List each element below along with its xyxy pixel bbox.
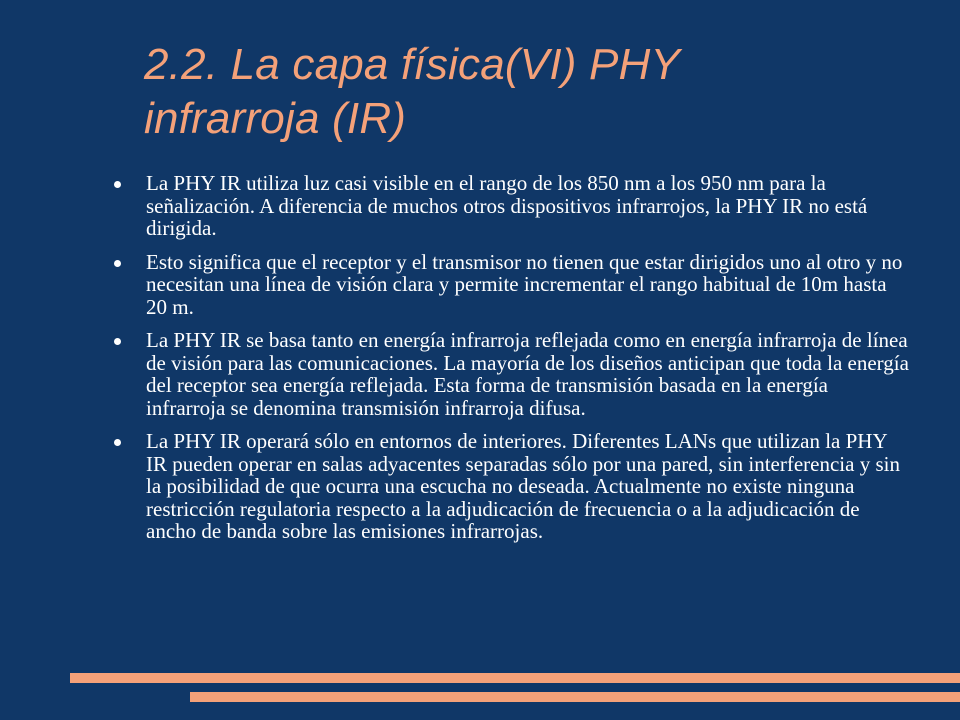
decorative-bar-top <box>70 673 960 683</box>
bullet-dot-icon <box>114 181 121 188</box>
bullet-item <box>110 172 910 240</box>
bullet-text: La PHY IR se basa tanto en energía infrarroja reflejada como en energía infrarroja de línea de visión para las comunicaciones. La mayoría de los diseños anticipan que toda la energía del receptor sea energía reflejada. Esta forma de transmisión basada en la energía infrarroja se denomina transmisión infrarroja difusa. <box>146 328 909 420</box>
bullet-dot-icon <box>114 338 121 345</box>
bullet-item <box>110 329 910 419</box>
bullet-dot-icon <box>114 439 121 446</box>
slide-title-line-1: 2.2. La capa física(VI) PHY <box>144 40 681 89</box>
decorative-bar-bottom <box>190 692 960 702</box>
slide-title <box>144 38 924 146</box>
bullet-item <box>110 251 910 319</box>
bullet-text: La PHY IR utiliza luz casi visible en el rango de los 850 nm a los 950 nm para la señalización. A diferencia de muchos otros dispositivos infrarrojos, la PHY IR no está dirigida. <box>146 171 868 240</box>
bullet-item <box>110 430 910 543</box>
bullet-list <box>110 172 910 554</box>
bullet-text: La PHY IR operará sólo en entornos de interiores. Diferentes LANs que utilizan la PHY IR pueden operar en salas adyacentes separadas sólo por una pared, sin interferencia y sin la posibilidad de que ocurra una escucha no deseada. Actualmente no existe ninguna restricción regulatoria respecto a la adjudicación de frecuencia o a la adjudicación de ancho de banda sobre las emisiones infrarrojas. <box>146 429 900 543</box>
bullet-text: Esto significa que el receptor y el transmisor no tienen que estar dirigidos uno al otro y no necesitan una línea de visión clara y permite incrementar el rango habitual de 10m hasta 20 m. <box>146 249 903 319</box>
bullet-dot-icon <box>114 260 121 267</box>
slide-title-line-2: infrarroja (IR) <box>144 94 407 143</box>
